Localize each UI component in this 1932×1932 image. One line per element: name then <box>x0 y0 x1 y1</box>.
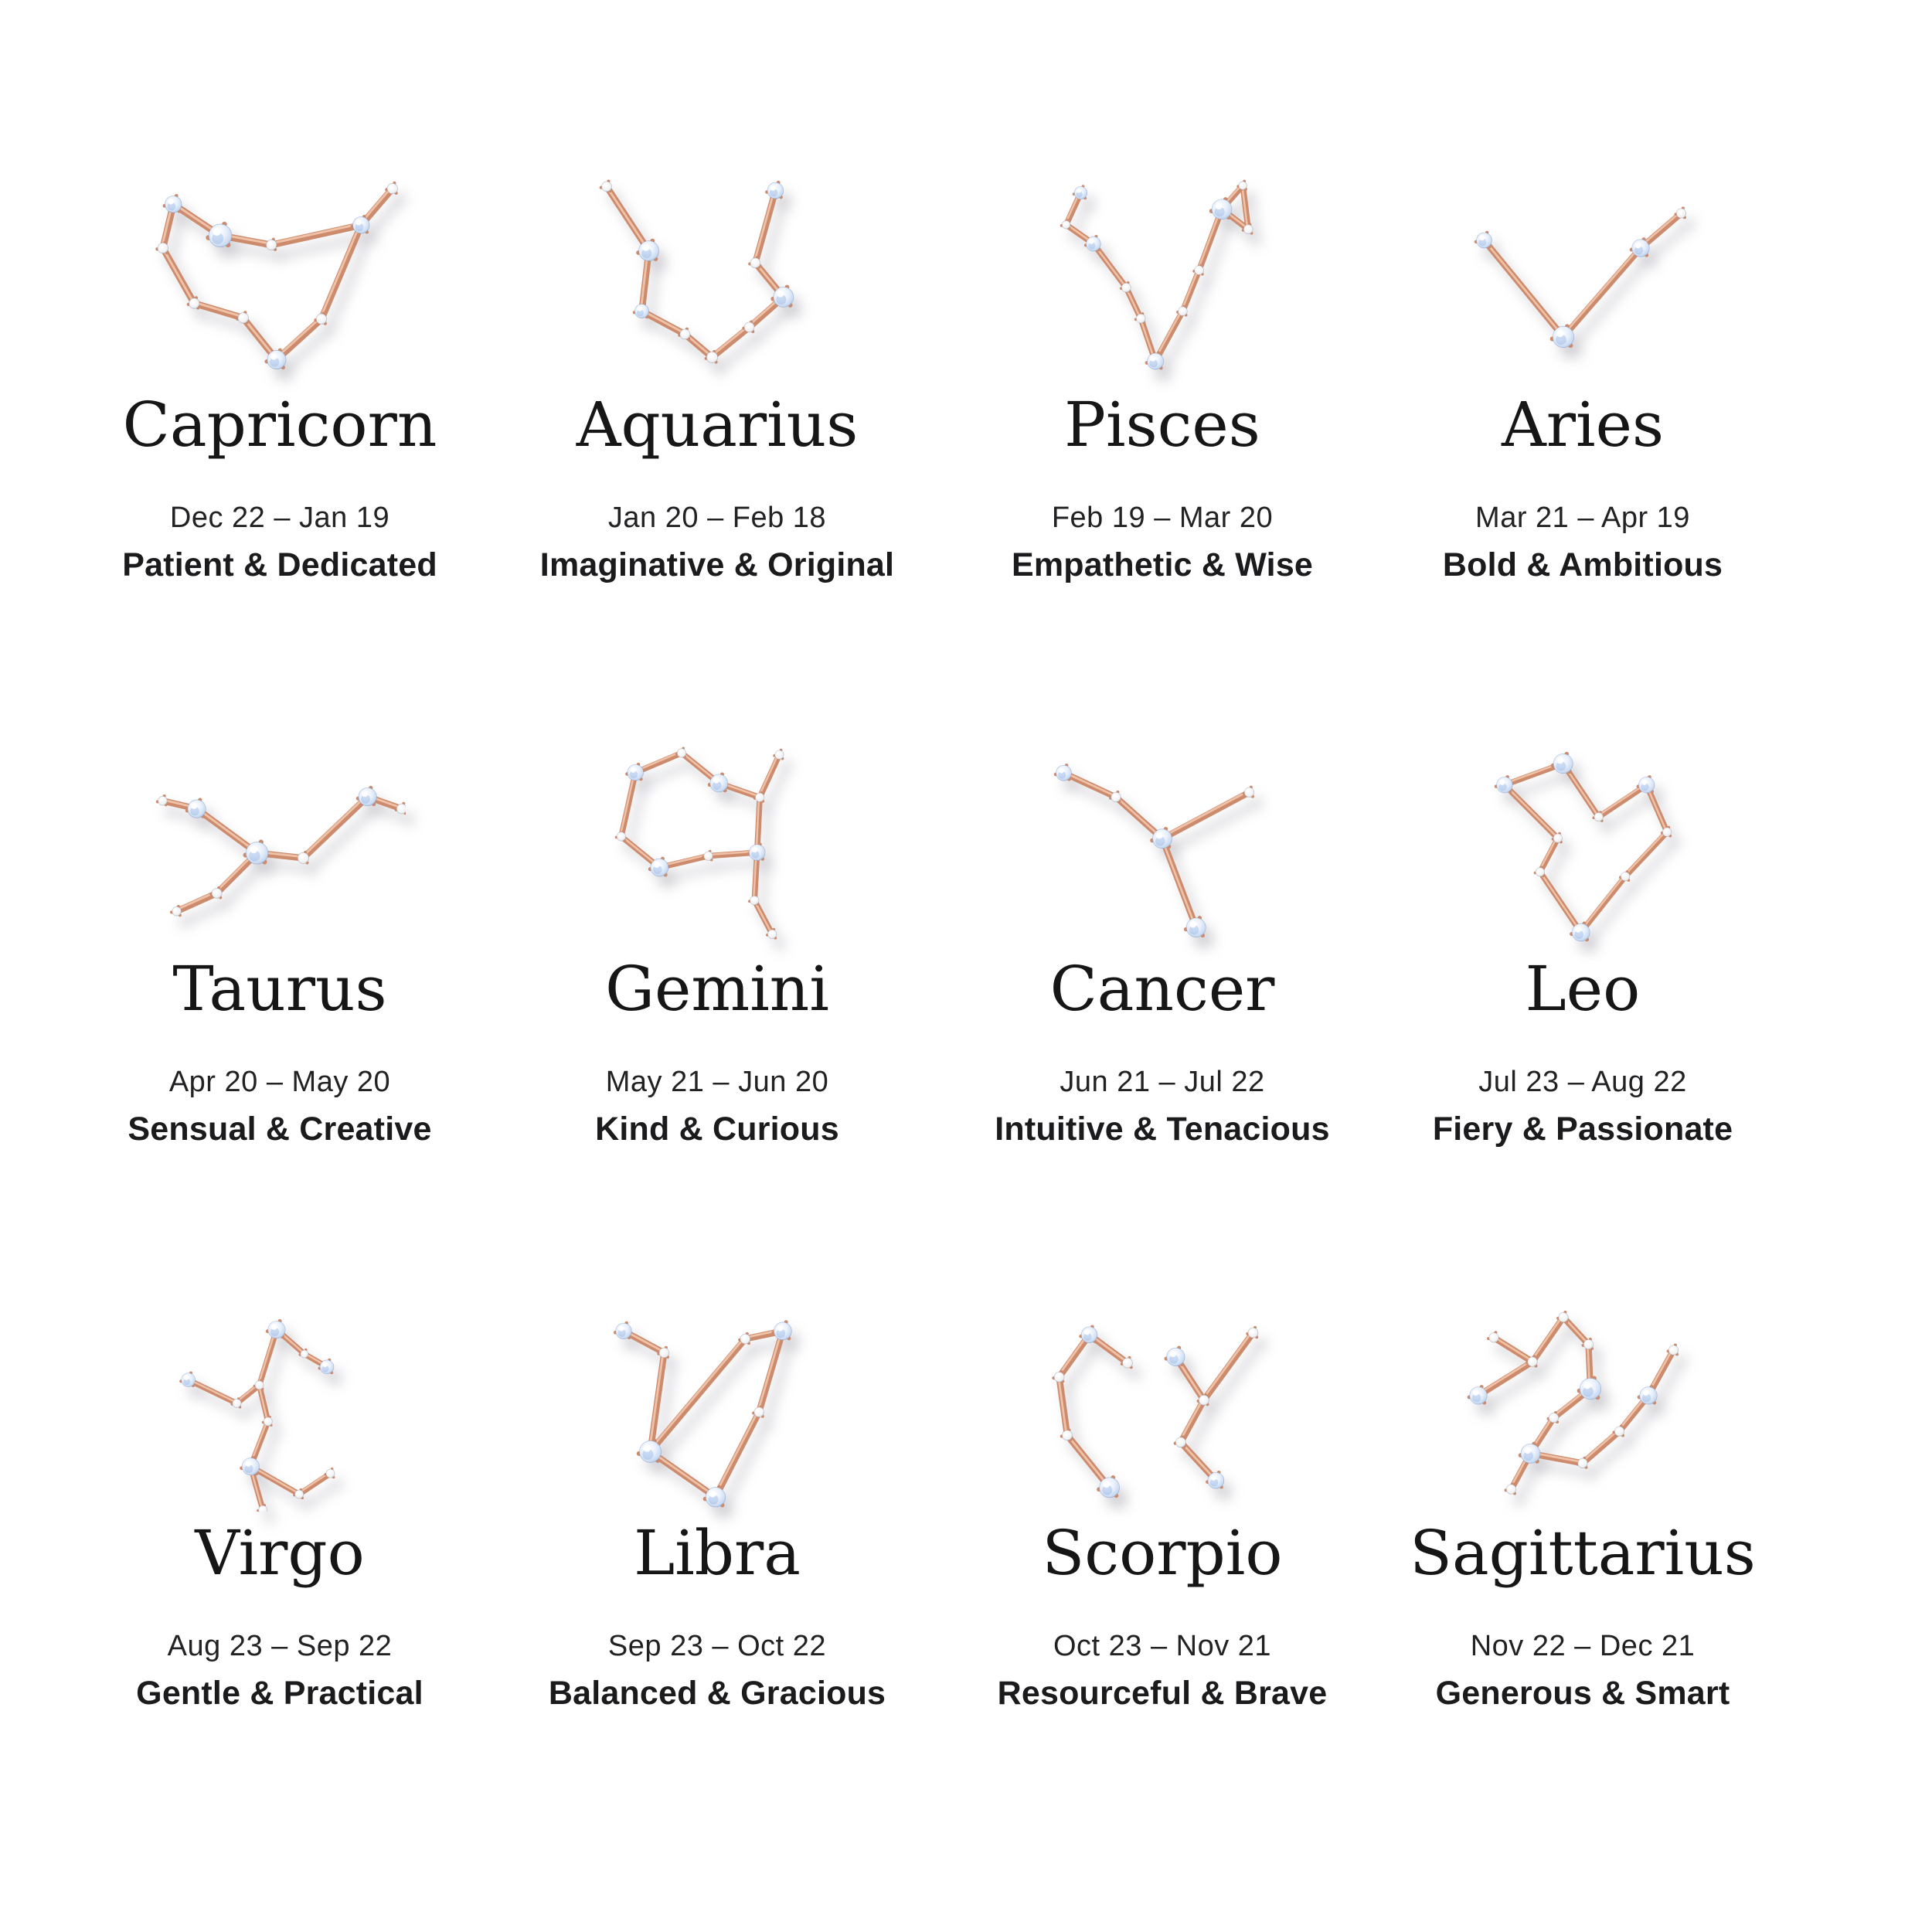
sign-dates: Jul 23 – Aug 22 <box>1478 1066 1687 1098</box>
card-cancer <box>946 734 1379 1171</box>
sign-traits: Balanced & Gracious <box>548 1675 886 1712</box>
card-aries <box>1366 170 1799 607</box>
sign-traits: Empathetic & Wise <box>1011 546 1314 583</box>
card-capricorn <box>63 170 496 607</box>
card-sagittarius <box>1366 1298 1799 1735</box>
sign-dates: Apr 20 – May 20 <box>168 1066 391 1098</box>
aries-constellation-icon <box>1366 170 1799 388</box>
libra-constellation-icon <box>501 1298 934 1516</box>
sign-dates: Aug 23 – Sep 22 <box>167 1630 393 1662</box>
sign-dates: Dec 22 – Jan 19 <box>169 502 390 534</box>
sign-dates: Jun 21 – Jul 22 <box>1060 1066 1265 1098</box>
card-taurus <box>63 734 496 1171</box>
sign-traits: Intuitive & Tenacious <box>995 1111 1330 1148</box>
sign-name: Scorpio <box>1042 1517 1283 1589</box>
sign-traits: Sensual & Creative <box>128 1111 432 1148</box>
sign-name: Capricorn <box>122 389 437 461</box>
sign-traits: Imaginative & Original <box>539 546 895 583</box>
sign-traits: Resourceful & Brave <box>997 1675 1328 1712</box>
sign-traits: Patient & Dedicated <box>122 546 437 583</box>
card-scorpio <box>946 1298 1379 1735</box>
sign-traits: Kind & Curious <box>595 1111 839 1148</box>
sign-name: Libra <box>634 1517 801 1589</box>
card-gemini <box>501 734 934 1171</box>
card-aquarius <box>501 170 934 607</box>
sign-dates: Jan 20 – Feb 18 <box>607 502 827 534</box>
sign-name: Aries <box>1502 389 1664 461</box>
sign-dates: Sep 23 – Oct 22 <box>607 1630 827 1662</box>
sign-dates: Feb 19 – Mar 20 <box>1051 502 1274 534</box>
sign-name: Leo <box>1525 953 1641 1025</box>
card-libra <box>501 1298 934 1735</box>
sign-dates: May 21 – Jun 20 <box>605 1066 829 1098</box>
leo-constellation-icon <box>1366 734 1799 952</box>
virgo-constellation-icon <box>63 1298 496 1516</box>
sign-traits: Gentle & Practical <box>136 1675 423 1712</box>
sagittarius-constellation-icon <box>1366 1298 1799 1516</box>
sign-traits: Generous & Smart <box>1435 1675 1730 1712</box>
sign-traits: Bold & Ambitious <box>1442 546 1723 583</box>
scorpio-constellation-icon <box>946 1298 1379 1516</box>
card-virgo <box>63 1298 496 1735</box>
cancer-constellation-icon <box>946 734 1379 952</box>
gemini-constellation-icon <box>501 734 934 952</box>
aquarius-constellation-icon <box>501 170 934 388</box>
sign-name: Pisces <box>1064 389 1260 461</box>
sign-name: Gemini <box>605 953 829 1025</box>
sign-name: Aquarius <box>576 389 859 461</box>
pisces-constellation-icon <box>946 170 1379 388</box>
sign-name: Cancer <box>1049 953 1275 1025</box>
sign-dates: Oct 23 – Nov 21 <box>1053 1630 1272 1662</box>
card-leo <box>1366 734 1799 1171</box>
sign-name: Taurus <box>172 953 387 1025</box>
sign-name: Sagittarius <box>1410 1517 1756 1589</box>
capricorn-constellation-icon <box>63 170 496 388</box>
sign-dates: Mar 21 – Apr 19 <box>1475 502 1690 534</box>
card-pisces <box>946 170 1379 607</box>
sign-name: Virgo <box>195 1517 365 1589</box>
taurus-constellation-icon <box>63 734 496 952</box>
sign-dates: Nov 22 – Dec 21 <box>1470 1630 1696 1662</box>
sign-traits: Fiery & Passionate <box>1432 1111 1733 1148</box>
